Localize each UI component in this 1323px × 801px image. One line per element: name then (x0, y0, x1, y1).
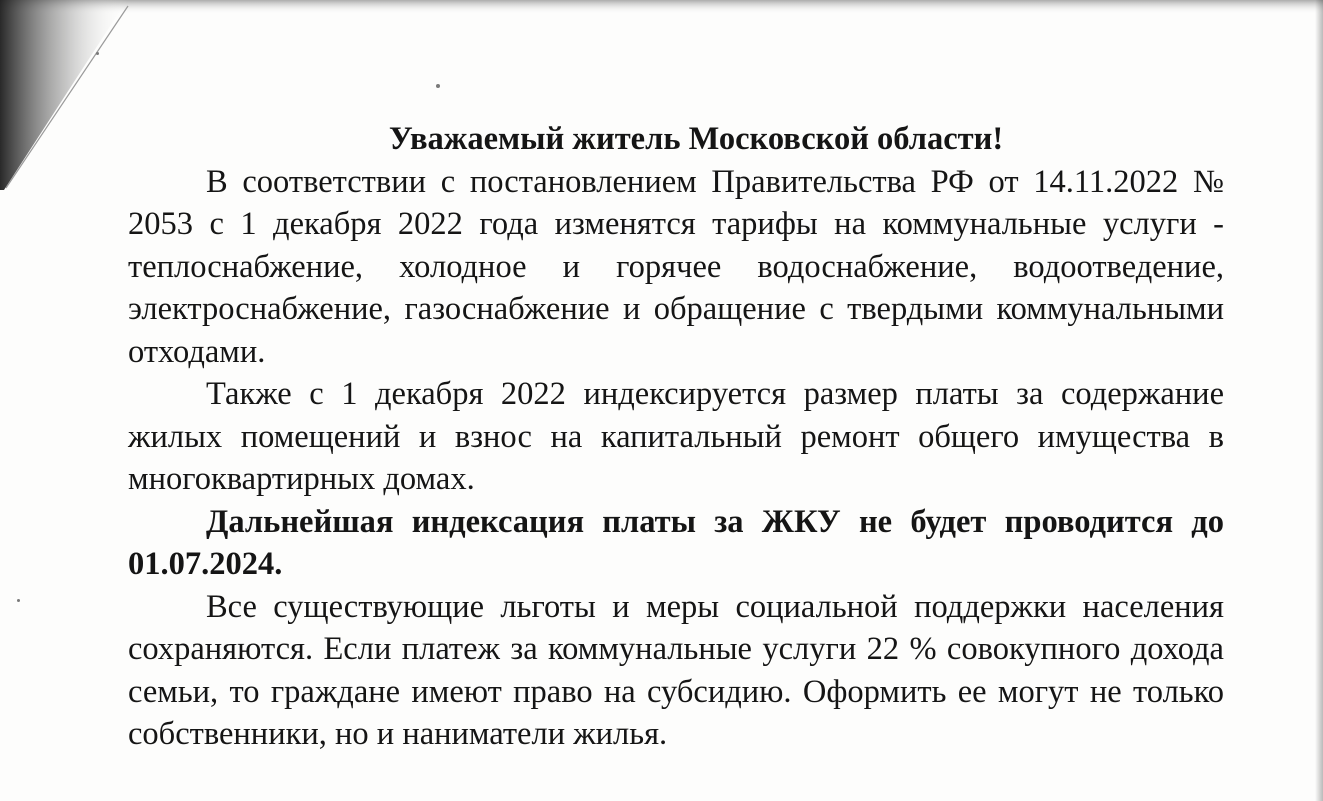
scan-speck (436, 84, 440, 88)
scan-top-edge-shadow (0, 0, 1323, 14)
scan-speck (17, 599, 20, 602)
notice-title: Уважаемый житель Московской области! (388, 121, 1004, 157)
paragraph-indexation-freeze: Дальнейшая индексация платы за ЖКУ не будет проводится до 01.07.2024. (128, 503, 1224, 582)
paragraph-benefits-subsidy: Все существующие льготы и меры социальной поддержки населения сохраняются. Если платеж за коммунальные услуги 22 % совокупного дохода семьи, то граждане имеют право на субсидию. Оформить ее могут не только собственники, но и наниматели жилья. (128, 588, 1224, 752)
paragraph-maintenance-fee: Также с 1 декабря 2022 индексируется размер платы за содержание жилых помещений и взнос на капитальный ремонт общего имущества в многоквартирных домах. (128, 376, 1224, 497)
folded-corner-shadow (0, 0, 140, 200)
paragraph-tariffs: В соответствии с постановлением Правительства РФ от 14.11.2022 № 2053 с 1 декабря 2022 года изменятся тарифы на коммунальные услуги - теплоснабжение, холодное и горячее водоснабжение, водоотведение, электроснабжение, газоснабжение и обращение с твердыми коммунальными отходами. (128, 163, 1224, 370)
notice-body (128, 118, 1224, 756)
scan-right-edge-shadow (1315, 0, 1323, 801)
scan-speck (96, 52, 99, 55)
